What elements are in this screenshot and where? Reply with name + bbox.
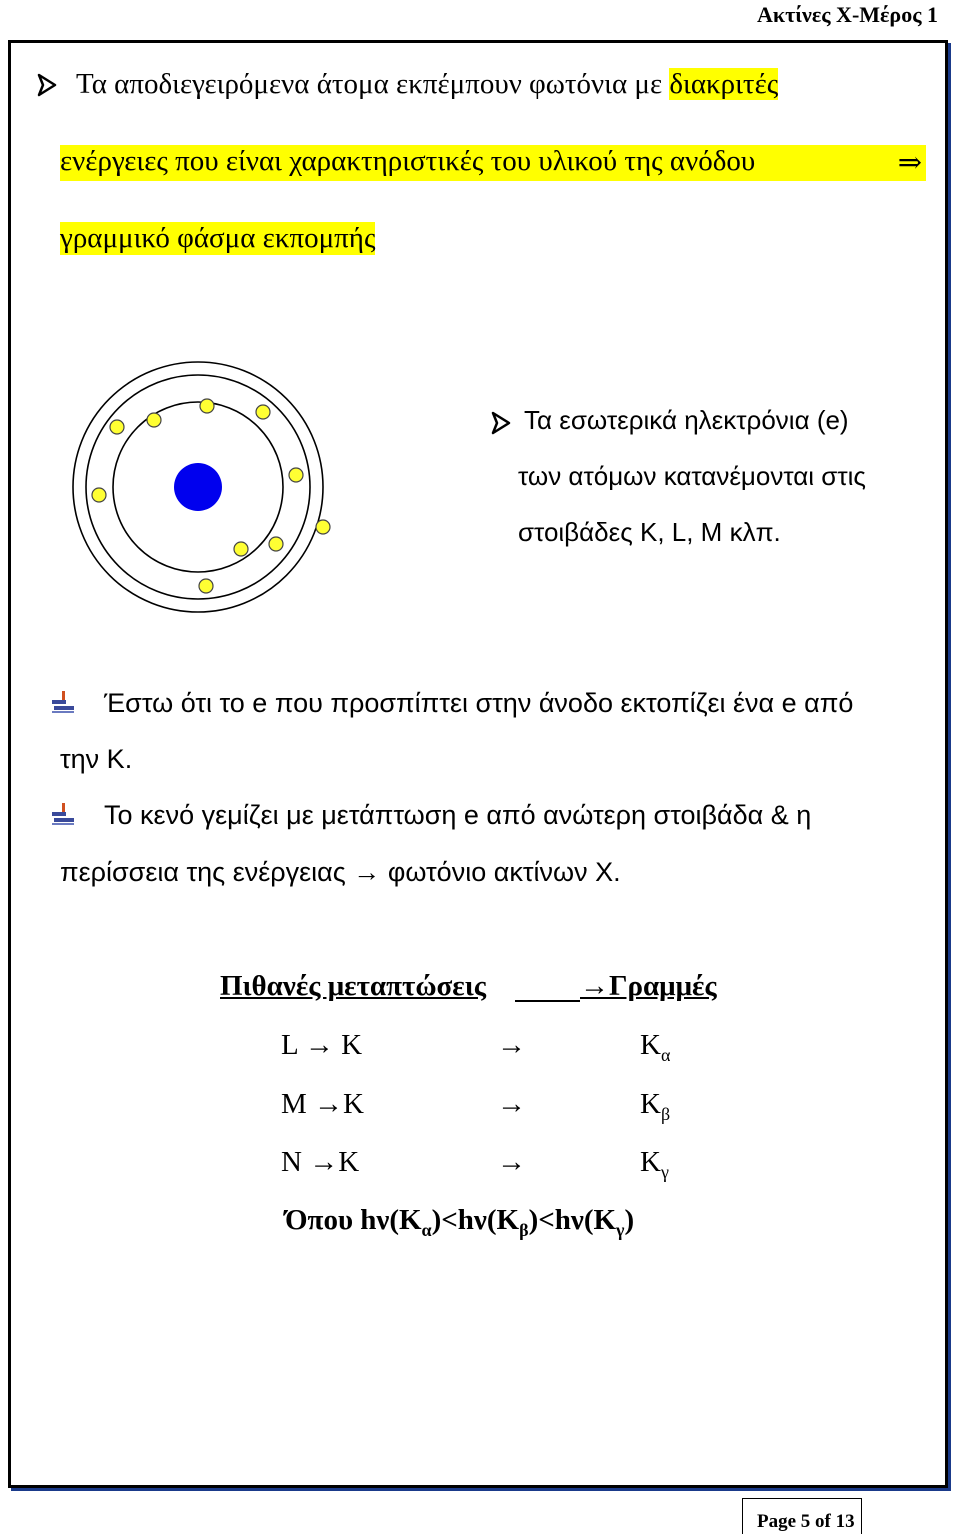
bullet1-line-2: την K. <box>60 744 133 774</box>
page-number: Page 5 of 13 <box>757 1511 855 1532</box>
row-line <box>640 1029 670 1066</box>
relation-mid-1: )<hν(K <box>431 1204 520 1236</box>
atom-text-line-1: Τα εσωτερικά ηλεκτρόνια (e) <box>524 405 849 435</box>
page-header: Ακτίνες Χ-Μέρος 1 <box>756 2 938 27</box>
electron <box>316 520 330 534</box>
row-to: K <box>338 1146 360 1178</box>
relation-prefix: Όπου hν(K <box>285 1204 422 1236</box>
table-row <box>281 1146 359 1179</box>
row-arrow-icon: → <box>314 1088 344 1120</box>
row-line <box>640 1146 669 1183</box>
intro-line-2-text: ενέργειες που είναι χαρακτηριστικές του υλικού της ανόδου <box>60 145 756 177</box>
table-header-right <box>580 970 717 1003</box>
table-header-left: Πιθανές μεταπτώσεις <box>220 970 486 1002</box>
row-mid-arrow-icon: → <box>497 1029 526 1061</box>
electron <box>256 405 270 419</box>
row-from: N <box>281 1146 302 1178</box>
row-mid-arrow-icon: → <box>497 1146 526 1178</box>
electron <box>92 488 106 502</box>
atom-diagram <box>58 360 338 622</box>
page-footer <box>742 1498 862 1534</box>
row-line-symbol: K <box>640 1088 661 1120</box>
electron <box>269 537 283 551</box>
energy-relation <box>285 1204 634 1241</box>
list-bullet-icon <box>50 802 76 826</box>
atom-text-line-3: στοιβάδες K, L, M κλπ. <box>518 517 781 547</box>
electron <box>289 468 303 482</box>
electron <box>110 420 124 434</box>
arrow-bullet-icon <box>490 411 512 435</box>
row-arrow-icon: → <box>304 1029 334 1061</box>
intro-line-1 <box>76 68 778 101</box>
row-from: L <box>281 1029 298 1061</box>
arrow-bullet-icon <box>36 73 58 97</box>
intro-line-3: γραμμικό φάσμα εκπομπής <box>60 222 376 254</box>
header-arrow-icon: → <box>580 970 609 1002</box>
relation-sub-3: γ <box>616 1219 625 1240</box>
content-frame <box>8 40 948 1488</box>
electron <box>199 579 213 593</box>
electron <box>234 542 248 556</box>
list-bullet-icon <box>50 690 76 714</box>
bullet2-line-2-result: φωτόνιο ακτίνων Χ. <box>387 857 621 887</box>
header-underline-gap <box>515 1000 580 1002</box>
row-line <box>640 1088 670 1125</box>
electron <box>147 413 161 427</box>
bullet2-line-2-text: περίσσεια της ενέργειας <box>60 857 346 887</box>
intro-line-2 <box>60 145 926 181</box>
electron <box>200 399 214 413</box>
row-line-sub: γ <box>660 1161 669 1182</box>
relation-suffix: ) <box>624 1204 635 1236</box>
row-arrow-icon: → <box>309 1146 339 1178</box>
row-from: M <box>281 1088 307 1120</box>
atom-text-line-2: των ατόμων κατανέμονται στις <box>518 461 866 491</box>
implies-arrow-icon: ⇒ <box>897 147 922 179</box>
nucleus <box>174 463 222 511</box>
intro-line-1-text: Τα αποδιεγειρόμενα άτομα εκπέμπουν φωτόνια με <box>76 68 670 100</box>
table-header-right-text: Γραμμές <box>609 970 717 1002</box>
table-row <box>281 1029 362 1062</box>
row-mid-arrow-icon: → <box>497 1088 526 1120</box>
intro-highlight-word: διακριτές <box>669 68 779 100</box>
row-line-symbol: K <box>640 1029 661 1061</box>
row-to: K <box>341 1029 363 1061</box>
relation-mid-2: )<hν(K <box>528 1204 617 1236</box>
row-line-symbol: K <box>640 1146 661 1178</box>
relation-sub-2: β <box>519 1219 529 1240</box>
table-row <box>281 1088 364 1121</box>
bullet1-line-1: Έστω ότι το e που προσπίπτει στην άνοδο εκτοπίζει ένα e από <box>104 688 854 718</box>
right-arrow-icon: → <box>353 857 381 887</box>
bullet2-line-1: Το κενό γεμίζει με μετάπτωση e από ανώτερη στοιβάδα & η <box>104 800 812 830</box>
relation-sub-1: α <box>421 1219 432 1240</box>
bullet2-line-2 <box>60 857 621 888</box>
row-to: K <box>343 1088 364 1120</box>
row-line-sub: β <box>660 1103 671 1124</box>
row-line-sub: α <box>660 1044 671 1065</box>
